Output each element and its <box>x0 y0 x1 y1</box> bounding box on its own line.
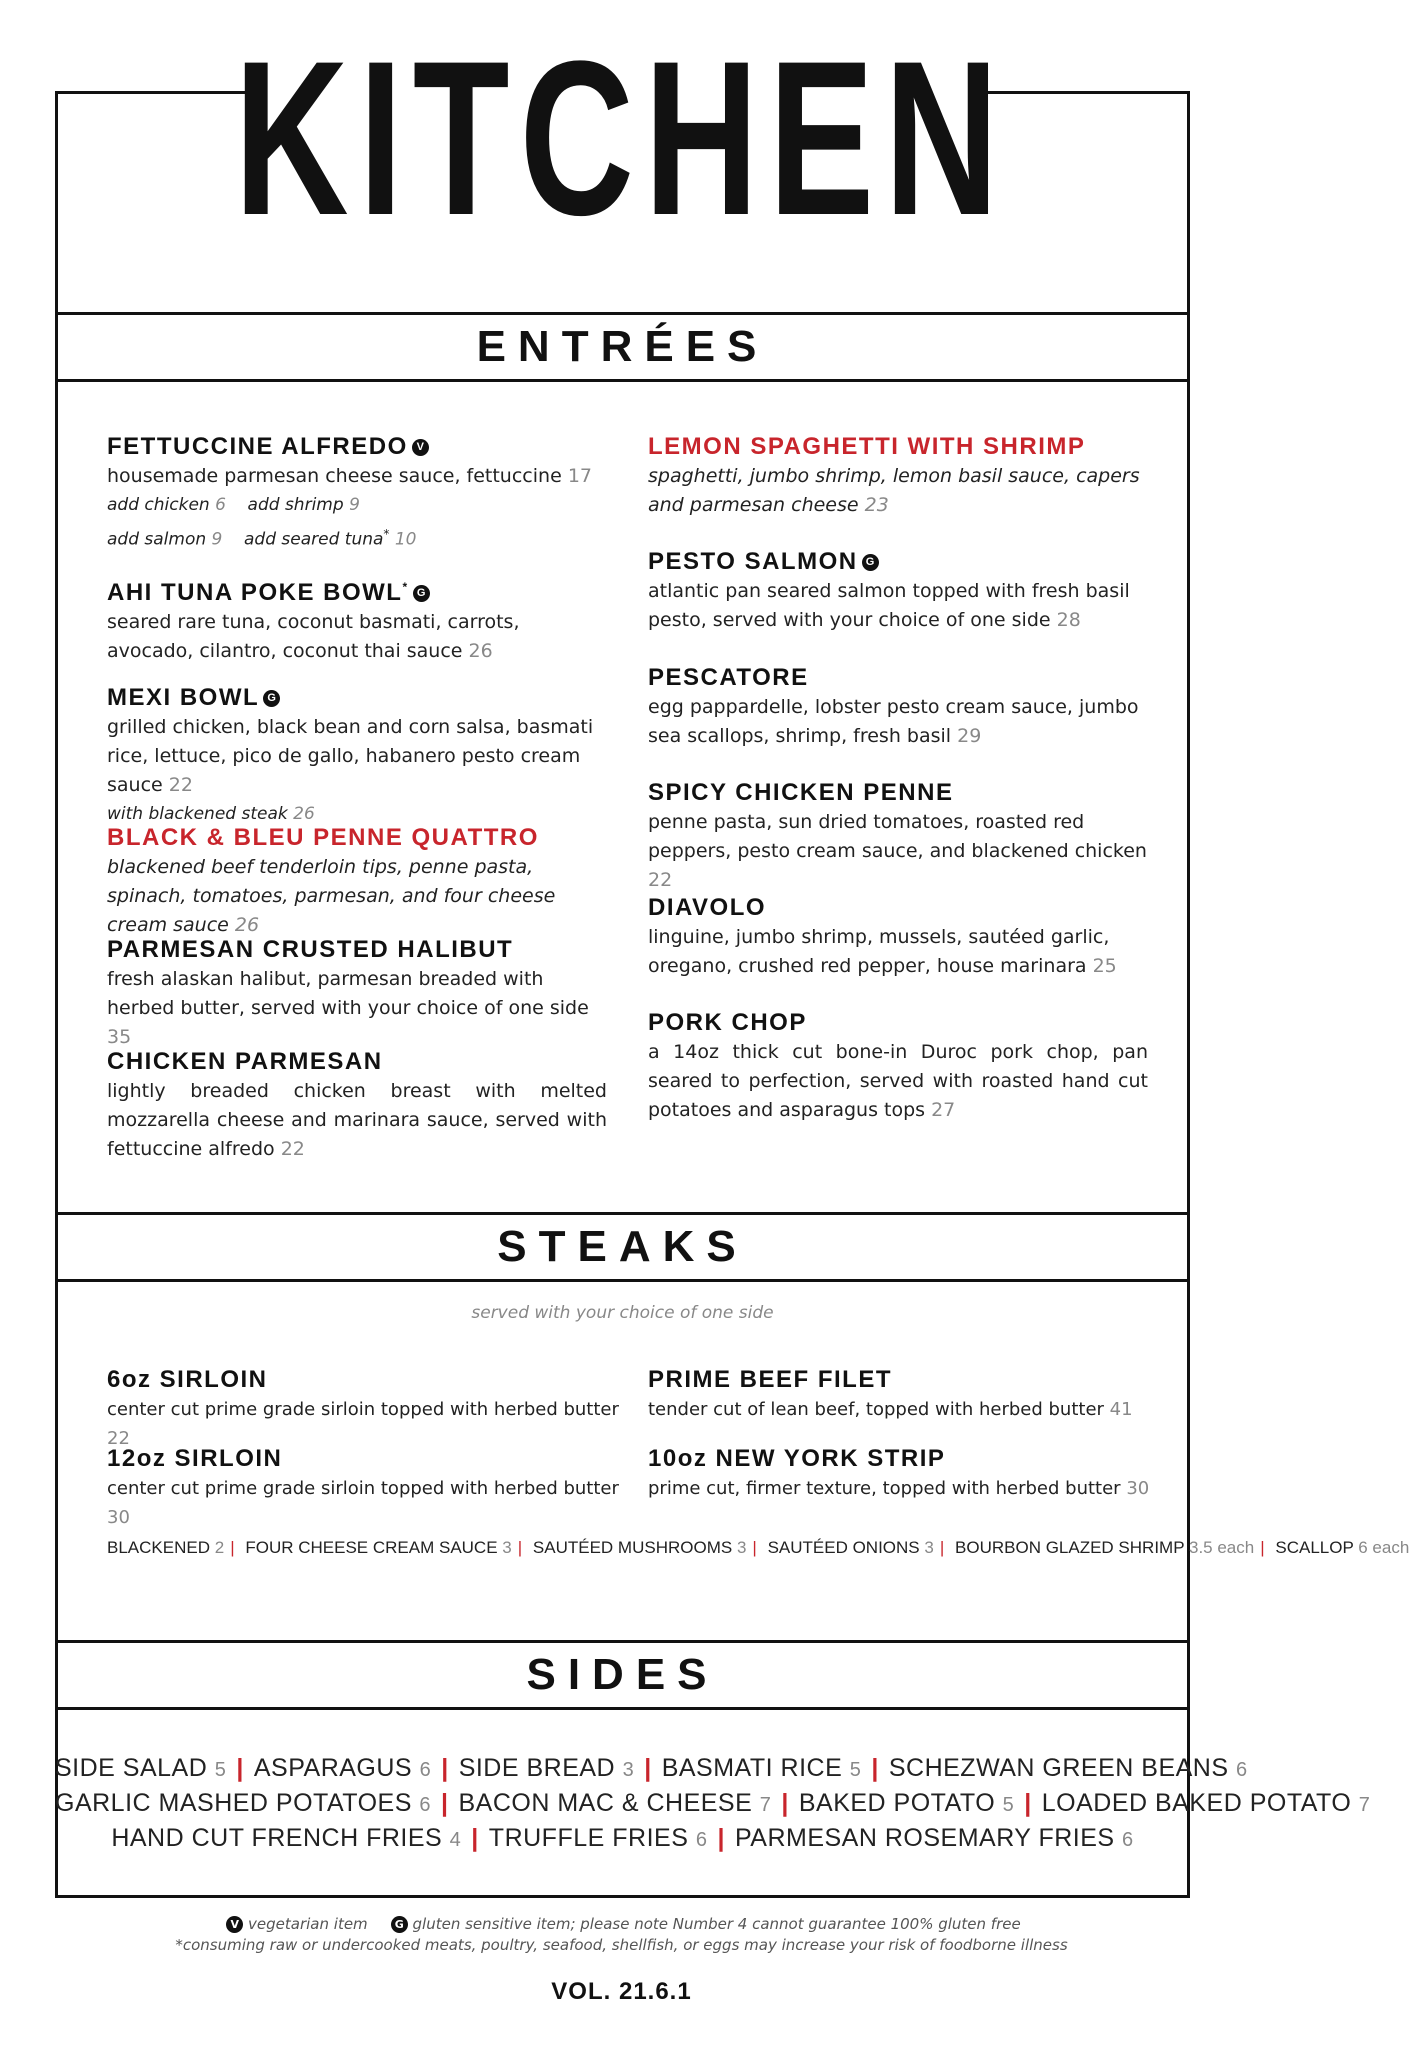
volume-label: VOL. 21.6.1 <box>551 1978 692 2005</box>
addon-line: add chicken 6 add shrimp 9 <box>107 495 360 515</box>
item-description: a 14oz thick cut bone-in Duroc pork chop, pan seared to perfection, served with roasted hand cut potatoes and asparagus tops <box>648 1041 1148 1121</box>
addon-label: SCALLOP <box>1275 1538 1354 1557</box>
item-price: 30 <box>1126 1478 1150 1499</box>
side-price: 6 <box>419 1759 432 1781</box>
menu-item-pesto-salmon <box>648 547 1148 635</box>
steak-item-prime-filet <box>648 1365 1168 1424</box>
item-description: egg pappardelle, lobster pesto cream sauce, jumbo sea scallops, shrimp, fresh basil <box>648 696 1139 747</box>
item-name: AHI TUNA POKE BOWL <box>107 579 403 606</box>
divider: | <box>752 1538 757 1557</box>
item-description: lightly breaded chicken breast with melted mozzarella cheese and marinara sauce, served with fettuccine alfredo <box>107 1080 607 1160</box>
side-price: 6 <box>695 1829 708 1851</box>
item-description: atlantic pan seared salmon topped with fresh basil pesto, served with your choice of one side <box>648 580 1130 631</box>
menu-item-diavolo <box>648 893 1148 981</box>
item-name: SPICY CHICKEN PENNE <box>648 779 954 806</box>
side-label: ASPARAGUS <box>253 1754 413 1782</box>
item-price: 22 <box>168 774 193 796</box>
menu-item-fettuccine <box>107 432 607 555</box>
legend-line <box>0 1915 1243 1933</box>
item-name: PESTO SALMON <box>648 548 858 575</box>
sides-row <box>55 1789 1371 1818</box>
steak-item-ny-strip <box>648 1444 1168 1503</box>
divider: | <box>781 1789 789 1817</box>
addon-label: BOURBON GLAZED SHRIMP <box>955 1538 1185 1557</box>
steak-item-6oz-sirloin <box>107 1365 627 1453</box>
item-name: PORK CHOP <box>648 1009 807 1036</box>
side-label: LOADED BAKED POTATO <box>1041 1789 1352 1817</box>
addon-label: SAUTÉED MUSHROOMS <box>532 1538 733 1557</box>
side-label: BACON MAC & CHEESE <box>458 1789 753 1817</box>
addon-label: BLACKENED <box>107 1538 210 1557</box>
sides-row <box>55 1824 1190 1853</box>
item-price: 41 <box>1109 1399 1133 1420</box>
side-price: 5 <box>214 1759 227 1781</box>
side-price: 6 <box>1235 1759 1248 1781</box>
divider: | <box>939 1538 945 1557</box>
item-description: prime cut, firmer texture, topped with herbed butter <box>648 1478 1121 1499</box>
addon-price: 2 <box>214 1538 225 1557</box>
side-label: SCHEZWAN GREEN BEANS <box>888 1754 1229 1782</box>
item-price: 26 <box>468 640 493 662</box>
gluten-sensitive-icon: G <box>862 554 879 571</box>
side-label: BAKED POTATO <box>798 1789 996 1817</box>
item-name: 10oz NEW YORK STRIP <box>648 1445 946 1472</box>
vegetarian-icon: V <box>226 1916 243 1933</box>
foodborne-warning: *consuming raw or undercooked meats, poultry, seafood, shellfish, or eggs may increase your risk of foodborne illness <box>175 1936 1068 1954</box>
item-name: BLACK & BLEU PENNE QUATTRO <box>107 824 539 851</box>
addon-price: 6 each <box>1358 1538 1409 1557</box>
item-price: 29 <box>957 725 982 747</box>
divider: | <box>717 1824 725 1852</box>
gluten-sensitive-icon: G <box>391 1916 408 1933</box>
section-header-entrees: ENTRÉES <box>55 312 1190 382</box>
divider: | <box>230 1538 235 1557</box>
divider: | <box>517 1538 523 1557</box>
section-header-sides: SIDES <box>55 1640 1190 1710</box>
menu-item-halibut <box>107 935 607 1052</box>
item-price: 27 <box>931 1099 956 1121</box>
side-label: BASMATI RICE <box>661 1754 843 1782</box>
menu-item-lemon-spaghetti <box>648 432 1148 520</box>
item-name: PARMESAN CRUSTED HALIBUT <box>107 936 514 963</box>
legend-gluten: gluten sensitive item; please note Number 4 cannot guarantee 100% gluten free <box>412 1915 1021 1933</box>
side-label: PARMESAN ROSEMARY FRIES <box>734 1824 1115 1852</box>
addon-label: SAUTÉED ONIONS <box>767 1538 920 1557</box>
section-header-steaks: STEAKS <box>55 1212 1190 1282</box>
side-price: 7 <box>759 1794 772 1816</box>
vegetarian-icon: V <box>412 439 429 456</box>
menu-item-ahi-tuna: AHI TUNA POKE BOWL* G seared rare tuna, coconut basmati, carrots, avocado, cilantro, coconut thai sauce 26 <box>107 579 520 662</box>
item-name: LEMON SPAGHETTI WITH SHRIMP <box>648 433 1086 460</box>
gluten-sensitive-icon: G <box>263 690 280 707</box>
item-price: 30 <box>107 1507 130 1528</box>
item-name: PESCATORE <box>648 664 809 691</box>
item-description: tender cut of lean beef, topped with herbed butter <box>648 1399 1104 1420</box>
side-price: 5 <box>1002 1794 1015 1816</box>
item-price: 35 <box>107 1026 132 1048</box>
item-price: 25 <box>1092 955 1117 977</box>
item-price: 26 <box>234 914 260 936</box>
menu-item-pescatore <box>648 663 1148 751</box>
divider: | <box>440 1789 449 1817</box>
item-description: center cut prime grade sirloin topped with herbed butter <box>107 1478 619 1499</box>
item-price: 22 <box>280 1138 305 1160</box>
menu-item-black-bleu <box>107 823 607 940</box>
addon-line: add salmon 9 add seared tuna* 10 <box>107 527 417 550</box>
gluten-sensitive-icon: G <box>413 585 430 602</box>
addon-price: 3 <box>736 1538 747 1557</box>
addon-label: FOUR CHEESE CREAM SAUCE <box>245 1538 498 1557</box>
divider: | <box>441 1754 449 1782</box>
divider: | <box>236 1754 244 1782</box>
divider: | <box>1024 1789 1032 1817</box>
item-description: fresh alaskan halibut, parmesan breaded with herbed butter, served with your choice of one side <box>107 968 589 1019</box>
sides-row <box>55 1754 1248 1783</box>
menu-item-chicken-parmesan <box>107 1047 607 1164</box>
addon-price: 3 <box>924 1538 934 1557</box>
item-name: 12oz SIRLOIN <box>107 1445 283 1472</box>
side-price: 6 <box>419 1794 431 1816</box>
side-price: 5 <box>849 1759 862 1781</box>
item-price: 23 <box>864 494 889 516</box>
side-price: 3 <box>622 1759 635 1781</box>
steaks-note: served with your choice of one side <box>471 1303 774 1323</box>
divider: | <box>1260 1538 1265 1557</box>
item-name: PRIME BEEF FILET <box>648 1366 893 1393</box>
menu-item-mexi-bowl <box>107 683 607 829</box>
steak-addons-list <box>107 1538 1409 1558</box>
addon-price: 3 <box>502 1538 512 1557</box>
item-description: seared rare tuna, coconut basmati, carrots, avocado, cilantro, coconut thai sauce <box>107 611 520 662</box>
item-description: center cut prime grade sirloin topped with herbed butter <box>107 1399 619 1420</box>
steak-item-12oz-sirloin <box>107 1444 627 1532</box>
item-name: DIAVOLO <box>648 894 767 921</box>
side-label: TRUFFLE FRIES <box>488 1824 689 1852</box>
item-description: linguine, jumbo shrimp, mussels, sautéed garlic, oregano, crushed red pepper, house marinara <box>648 926 1110 977</box>
item-description: grilled chicken, black bean and corn salsa, basmati rice, lettuce, pico de gallo, habanero pesto cream sauce <box>107 716 594 796</box>
item-price: 17 <box>567 465 592 487</box>
side-label: SIDE SALAD <box>55 1754 208 1782</box>
addon-line: with blackened steak 26 <box>107 804 315 824</box>
menu-item-spicy-chicken-penne <box>648 778 1148 895</box>
item-price: 22 <box>648 869 673 891</box>
item-description: penne pasta, sun dried tomatoes, roasted red peppers, pesto cream sauce, and blackened chicken <box>648 811 1147 862</box>
side-label: SIDE BREAD <box>458 1754 616 1782</box>
addon-price: 3.5 each <box>1188 1538 1255 1557</box>
side-price: 7 <box>1358 1794 1371 1816</box>
item-description: blackened beef tenderloin tips, penne pasta, spinach, tomatoes, parmesan, and four cheese cream sauce <box>107 856 556 936</box>
page-title: KITCHEN <box>234 15 1009 261</box>
legend-vegetarian: vegetarian item <box>248 1915 368 1933</box>
item-name: 6oz SIRLOIN <box>107 1366 268 1393</box>
side-label: GARLIC MASHED POTATOES <box>55 1789 412 1817</box>
divider: | <box>644 1754 652 1782</box>
item-price: 28 <box>1056 609 1081 631</box>
side-price: 4 <box>449 1829 462 1851</box>
divider: | <box>871 1754 879 1782</box>
item-price: 22 <box>107 1428 130 1449</box>
item-name: CHICKEN PARMESAN <box>107 1048 383 1075</box>
item-description: spaghetti, jumbo shrimp, lemon basil sauce, capers and parmesan cheese <box>648 465 1140 516</box>
side-label: HAND CUT FRENCH FRIES <box>111 1824 443 1852</box>
divider: | <box>471 1824 479 1852</box>
side-price: 6 <box>1122 1829 1134 1851</box>
item-description: housemade parmesan cheese sauce, fettuccine <box>107 465 562 487</box>
item-name: FETTUCCINE ALFREDO <box>107 433 408 460</box>
menu-item-pork-chop <box>648 1008 1148 1125</box>
item-name: MEXI BOWL <box>107 684 260 711</box>
